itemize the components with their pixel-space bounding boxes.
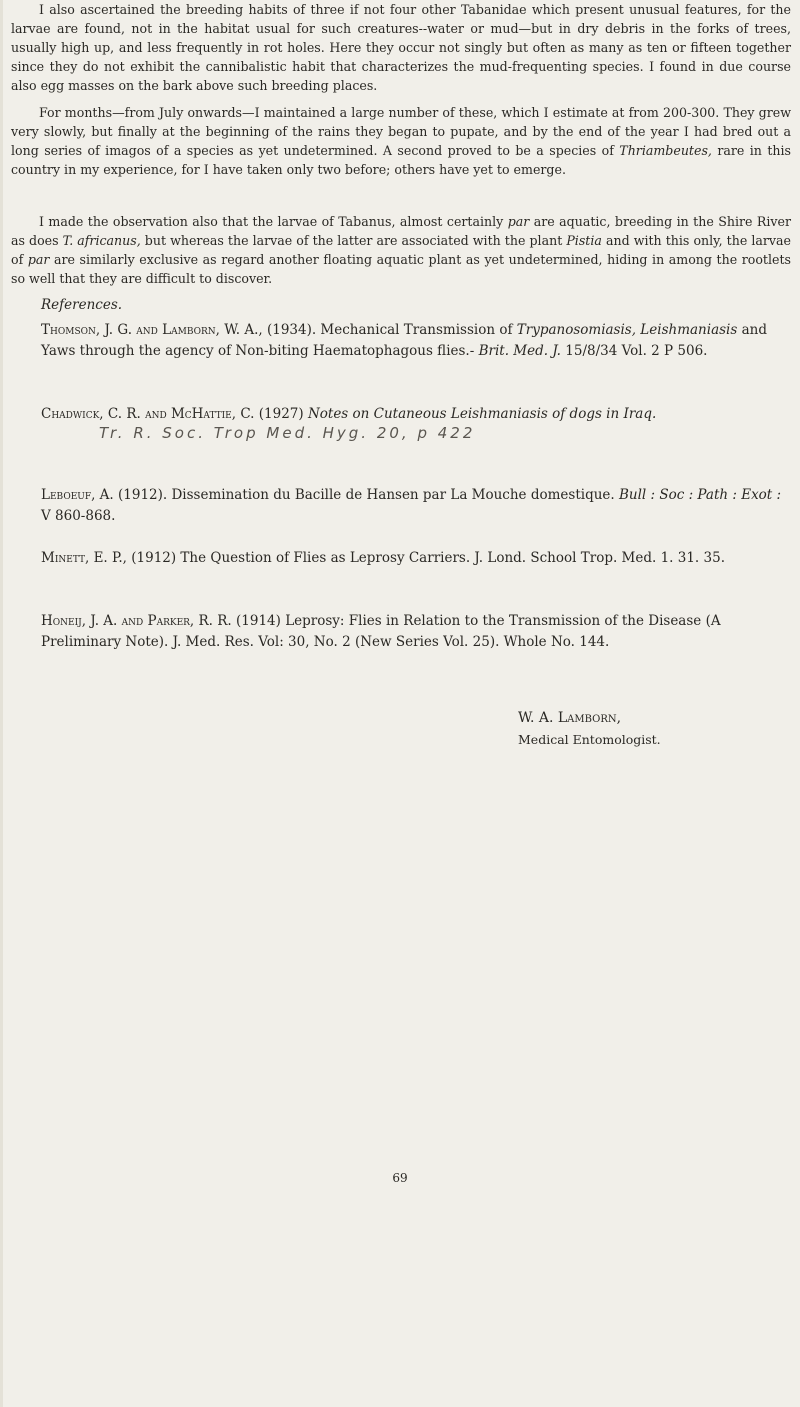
reference-entry xyxy=(41,404,791,425)
species-name: par xyxy=(27,252,50,267)
paragraph-text: I made the observation also that the larvae of Tabanus, almost certainly xyxy=(39,214,508,229)
reference-text: (1927) xyxy=(254,406,308,422)
page-edge-shadow xyxy=(0,0,3,1407)
species-name: T. africanus, xyxy=(62,233,141,248)
species-name: par xyxy=(507,214,530,229)
reference-entry xyxy=(41,611,791,653)
reference-author: Thomson, J. G. and Lamborn, W. A., xyxy=(41,322,263,338)
reference-author: Minett, E. P., xyxy=(41,550,127,566)
page-number: 69 xyxy=(392,1171,408,1185)
paragraph-breeding-results xyxy=(11,103,791,179)
reference-text: V 860-868. xyxy=(41,508,116,524)
paragraph-text: but whereas the larvae of the latter are associated with the plant xyxy=(140,233,567,248)
reference-entry xyxy=(41,548,791,569)
reference-text: (1914) Leprosy: Flies in Relation to the Transmission of the Disease (A Preliminary Note). J. Med. Res. Vol: 30, No. 2 (New Series Vol. 25). Whole No. 144. xyxy=(41,613,721,650)
paragraph-text: I also ascertained the breeding habits of three if not four other Tabanidae which present unusual features, for the larvae are found, not in the habitat usual for such creatures--water or mud—but in dry debris in the forks of trees, usually high up, and less frequently in rot holes. Here they occur not singly but often as many as ten or fifteen together since they do not exhibit the cannibalistic habit that characterizes the mud-frequenting species. I found in due course also egg masses on the bark above such breeding places. xyxy=(11,2,791,93)
reference-author: Honeij, J. A. and Parker, R. R. xyxy=(41,613,232,629)
reference-text: (1912). Dissemination du Bacille de Hansen par La Mouche domestique. xyxy=(113,487,619,503)
reference-text: (1912) The Question of Flies as Leprosy Carriers. J. Lond. School Trop. Med. 1. 31. 35. xyxy=(126,550,725,566)
references-heading: References. xyxy=(41,297,123,313)
signature-name: W. A. Lamborn, xyxy=(518,710,622,726)
plant-name: Pistia xyxy=(566,233,602,248)
reference-text: and Yaws through the agency of Non-biting Haematophagous flies.- xyxy=(41,322,767,359)
paragraph-text: and with this only, the larvae of xyxy=(11,233,791,267)
reference-text: (1934). Mechanical Transmission of xyxy=(262,322,517,338)
handwritten-annotation: Tr. R. Soc. Trop Med. Hyg. 20, p 422 xyxy=(99,424,476,442)
paragraph-text: For months—from July onwards—I maintained a large number of these, which I estimate at from 200-300. They grew very slowly, but finally at the beginning of the rains they began to pupate, and by the end of the year I had bred out a long series of imagos of a species as yet undetermined. A second proved to be a species of xyxy=(11,105,791,158)
reference-text: 15/8/34 Vol. 2 P 506. xyxy=(560,343,708,359)
paragraph-text: are aquatic, breeding in the Shire River as does xyxy=(11,214,791,248)
paragraph-tabanidae-habits xyxy=(11,0,791,95)
reference-entry xyxy=(41,320,791,362)
genus-name: Thriambeutes, xyxy=(619,143,712,158)
reference-journal: Bull : Soc : Path : Exot : xyxy=(618,487,782,503)
reference-author: Leboeuf, A. xyxy=(41,487,114,503)
reference-entry xyxy=(41,485,791,527)
reference-author: Chadwick, C. R. and McHattie, C. xyxy=(41,406,255,422)
signature-title: Medical Entomologist. xyxy=(518,732,661,747)
reference-title: Trypanosomiasis, Leishmaniasis xyxy=(516,322,738,338)
paragraph-text: are similarly exclusive as regard another floating aquatic plant as yet undetermined, hiding in among the rootlets so well that they are difficult to discover. xyxy=(11,252,791,286)
paragraph-tabanus-larvae xyxy=(11,212,791,288)
reference-title: Notes on Cutaneous Leishmaniasis of dogs in Iraq. xyxy=(307,406,657,422)
reference-journal: Brit. Med. J. xyxy=(478,343,561,359)
paragraph-text: rare in this country in my experience, for I have taken only two before; others have yet to emerge. xyxy=(11,143,791,177)
